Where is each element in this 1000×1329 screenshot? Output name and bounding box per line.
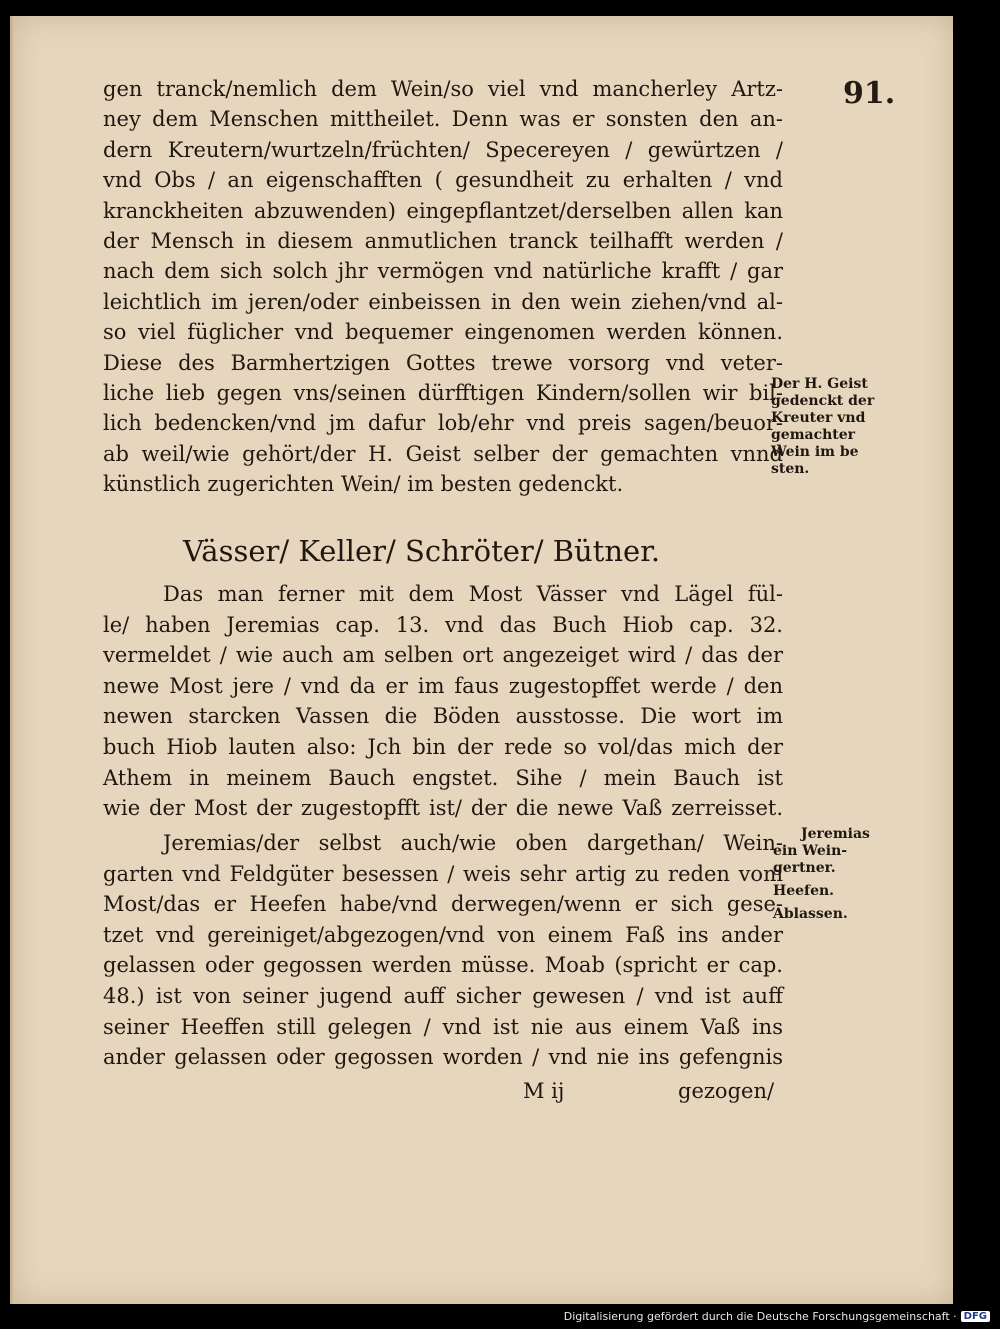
paragraph-2 xyxy=(103,579,783,824)
text-line: der Mensch in diesem anmutlichen tranck teilhafft werden / xyxy=(103,229,783,254)
margin-note-line: gemachter xyxy=(771,427,856,443)
text-line: kranckheiten abzuwenden) eingepflantzet/derselben allen kan xyxy=(103,198,783,223)
margin-note-jeremias xyxy=(773,826,870,923)
text-line: gen tranck/nemlich dem Wein/so viel vnd mancherley Artz- xyxy=(103,77,783,101)
text-line: Das man ferner mit dem Most Vässer vnd Lägel fül- xyxy=(163,582,783,606)
signature-mark: M ij xyxy=(523,1079,565,1103)
margin-note-line: Ablassen. xyxy=(773,906,848,922)
text-line: le/ haben Jeremias cap. 13. vnd das Buch Hiob cap. 32. xyxy=(103,612,783,637)
text-line: ab weil/wie gehört/der H. Geist selber der gemachten vnnd xyxy=(103,441,783,466)
text-line: buch Hiob lauten also: Jch bin der rede so vol/das mich der xyxy=(103,734,783,759)
text-line: so viel füglicher vnd bequemer eingenomen werden können. xyxy=(103,320,783,345)
margin-note-line: Heefen. xyxy=(773,883,835,899)
paragraph-1 xyxy=(103,74,783,500)
footer-text: Digitalisierung gefördert durch die Deutsche Forschungsgemeinschaft · xyxy=(563,1310,957,1323)
text-line: wie der Most der zugestopfft ist/ der die newe Vaß zerreisset. xyxy=(103,796,783,821)
text-line: lich bedencken/vnd jm dafur lob/ehr vnd preis sagen/beuor- xyxy=(103,411,783,436)
margin-note-line: Wein im be xyxy=(771,444,859,460)
text-line: liche lieb gegen vns/seinen dürfftigen Kindern/sollen wir bil- xyxy=(103,381,783,406)
margin-note-line: Kreuter vnd xyxy=(771,410,866,426)
text-line: leichtlich im jeren/oder einbeissen in den wein ziehen/vnd al- xyxy=(103,289,783,314)
page-number: 91. xyxy=(843,76,896,111)
text-line: newen starcken Vassen die Böden ausstosse. Die wort im xyxy=(103,704,783,729)
text-line: seiner Heeffen still gelegen / vnd ist nie aus einem Vaß ins xyxy=(103,1014,783,1039)
margin-note-line: Jeremias xyxy=(801,826,870,842)
margin-note-line: ein Wein- xyxy=(773,843,848,859)
text-line: tzet vnd gereiniget/abgezogen/vnd von einem Faß ins ander xyxy=(103,922,783,947)
text-line: Diese des Barmhertzigen Gottes trewe vorsorg vnd veter- xyxy=(103,350,783,375)
text-line: newe Most jere / vnd da er im faus zugestopffet werde / den xyxy=(103,673,783,698)
text-line: Athem in meinem Bauch engstet. Sihe / mein Bauch ist xyxy=(103,765,783,790)
text-line: nach dem sich solch jhr vermögen vnd natürliche krafft / gar xyxy=(103,259,783,284)
section-heading: Vässer/ Keller/ Schröter/ Bütner. xyxy=(183,534,661,568)
margin-note-holy-spirit xyxy=(771,376,874,478)
dfg-logo-icon: DFG xyxy=(961,1311,990,1322)
text-line: künstlich zugerichten Wein/ im besten gedenckt. xyxy=(103,472,624,497)
text-line: vermeldet / wie auch am selben ort angezeiget wird / das der xyxy=(103,643,783,668)
text-line: garten vnd Feldgüter besessen / weis sehr artig zu reden vom xyxy=(103,861,783,886)
text-line: gelassen oder gegossen werden müsse. Moab (spricht er cap. xyxy=(103,953,783,978)
text-line: dern Kreutern/wurtzeln/früchten/ Specereyen / gewürtzen / xyxy=(103,137,783,162)
text-line: Most/das er Heefen habe/vnd derwegen/wenn er sich gese- xyxy=(103,892,783,917)
text-line: vnd Obs / an eigenschafften ( gesundheit zu erhalten / vnd xyxy=(103,168,783,193)
margin-note-line: sten. xyxy=(771,461,810,477)
margin-note-line: Der H. Geist xyxy=(771,376,868,392)
text-line: Jeremias/der selbst auch/wie oben dargethan/ Wein- xyxy=(163,831,783,855)
text-line: 48.) ist von seiner jugend auff sicher gewesen / vnd ist auff xyxy=(103,983,783,1008)
text-line: ney dem Menschen mittheilet. Denn was er sonsten den an- xyxy=(103,107,783,132)
footer xyxy=(564,1310,990,1323)
catchword: gezogen/ xyxy=(678,1079,775,1103)
paragraph-3 xyxy=(103,828,783,1073)
margin-note-line: gertner. xyxy=(773,860,836,876)
book-page xyxy=(10,16,953,1304)
margin-note-line: gedenckt der xyxy=(771,393,875,409)
text-line: ander gelassen oder gegossen worden / vnd nie ins gefengnis xyxy=(103,1045,783,1070)
